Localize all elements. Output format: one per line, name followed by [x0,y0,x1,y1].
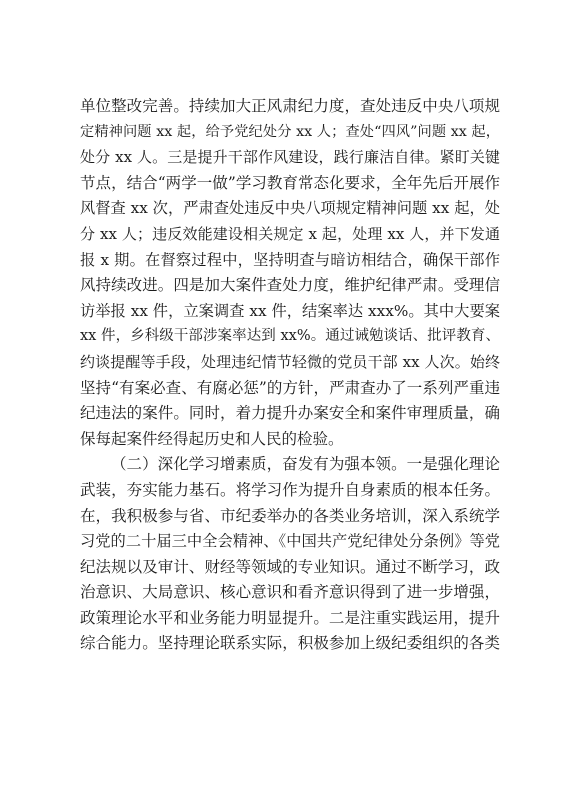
text-line: 保每起案件经得起历史和人民的检验。 [80,429,344,448]
document-body [80,94,500,657]
text-line: 综合能力。坚持理论联系实际，积极参加上级纪委组织的各类 [80,634,500,653]
text-line: 节点，结合“两学一做”学习教育常态化要求，全年先后开展作 [80,173,500,192]
text-line: 分 xx 人；违反效能建设相关规定 x 起，处理 xx 人，并下发通 [80,224,500,243]
text-line: 坚持“有案必查、有腐必惩”的方针，严肃查办了一系列严重违 [80,378,500,397]
text-line: 单位整改完善。持续加大正风肃纪力度，查处违反中央八项规 [80,97,500,115]
text-line: 习党的二十届三中全会精神、《中国共产党纪律处分条例》等党 [80,532,500,551]
paragraph-1 [80,94,500,452]
text-line: 武装，夯实能力基石。将学习作为提升自身素质的根本任务。 [80,480,500,499]
paragraph-2 [80,452,500,657]
text-line: 纪法规以及审计、财经等领域的专业知识。通过不断学习，政 [80,557,500,576]
text-line: 纪违法的案件。同时，着力提升办案安全和案件审理质量，确 [80,404,500,423]
text-line: （二）深化学习增素质，奋发有为强本领。一是强化理论 [111,455,500,474]
text-line: 报 x 期。在督察过程中，坚持明查与暗访相结合，确保干部作 [80,250,500,269]
text-line: 政策理论水平和业务能力明显提升。二是注重实践运用，提升 [80,608,500,627]
text-line: 风持续改进。四是加大案件查处力度，维护纪律严肃。受理信 [80,276,500,295]
text-line: xx 件，乡科级干部涉案率达到 xx%。通过诫勉谈话、批评教育、 [80,328,500,345]
text-line: 处分 xx 人。三是提升干部作风建设，践行廉洁自律。紧盯关键 [80,148,500,167]
text-line: 在，我积极参与省、市纪委举办的各类业务培训，深入系统学 [80,506,500,525]
text-line: 访举报 xx 件，立案调查 xx 件，结案率达 xxx%。其中大要案 [80,301,500,320]
text-line: 风督查 xx 次，严肃查处违反中央八项规定精神问题 xx 起，处 [80,199,500,218]
text-line: 治意识、大局意识、核心意识和看齐意识得到了进一步增强， [80,583,500,602]
text-line: 定精神问题 xx 起，给予党纪处分 xx 人；查处“四风”问题 xx 起， [80,123,500,140]
text-line: 约谈提醒等手段，处理违纪情节轻微的党员干部 xx 人次。始终 [80,352,500,371]
